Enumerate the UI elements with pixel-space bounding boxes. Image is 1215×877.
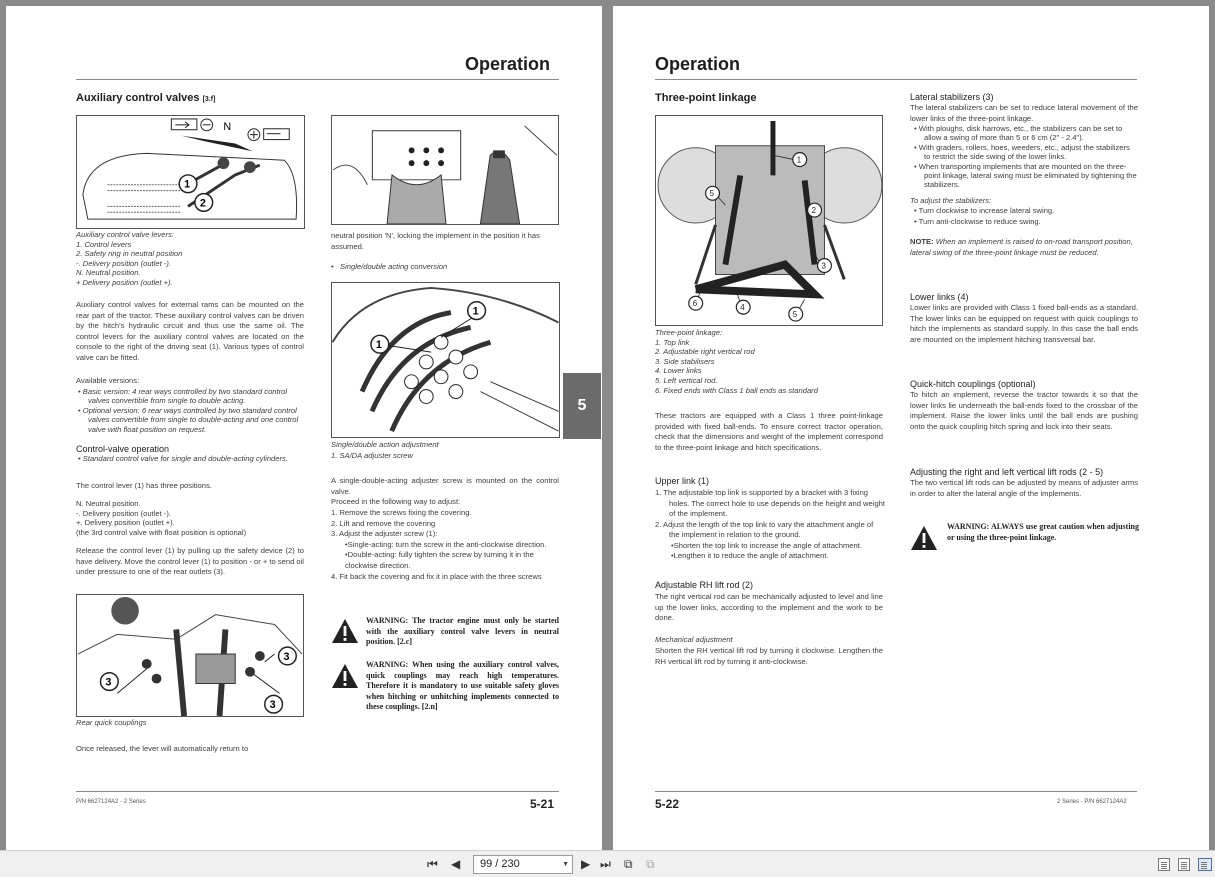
- note-label: NOTE:: [910, 237, 934, 246]
- subsection-title: Control-valve operation: [76, 444, 170, 454]
- footer-rule: [76, 791, 559, 792]
- fig-caption-item: 5. Left vertical rod.: [655, 375, 718, 385]
- available-title: Available versions:: [76, 376, 140, 385]
- prev-page-icon[interactable]: ◀: [451, 857, 461, 871]
- section-title: [76, 92, 215, 104]
- fig3-label-1: 1: [375, 339, 382, 352]
- fig1-caption-item: 2. Safety ring in neutral position: [76, 249, 183, 258]
- page-left: [6, 6, 602, 850]
- step-item: •Single-acting: turn the screw in the anti-clockwise direction.: [345, 539, 547, 549]
- position-item: -. Delivery position (outlet -).: [76, 508, 171, 518]
- subsection-title: Lateral stabilizers (3): [910, 92, 994, 102]
- fig1-label-1: 1: [184, 178, 191, 191]
- header-rule: [655, 79, 1137, 80]
- list-item: • Turn anti-clockwise to reduce swing.: [914, 216, 1041, 226]
- list-item: •Lengthen it to reduce the angle of attachment.: [671, 551, 829, 560]
- single-page-icon[interactable]: [1158, 858, 1170, 871]
- paragraph: Lower links are provided with Class 1 fixed ball-ends as a standard. The lower links can be equipped on request with quick couplings to hitch the implements as standard supply. In this case the ball ends are mounted on the implement hitching transversal bar.: [910, 303, 1138, 344]
- section-ref: [3.f]: [202, 96, 216, 103]
- list-item: 2. Adjust the length of the top link to vary the attachment angle of the implement in relation to the ground.: [655, 519, 874, 539]
- warning-text: WARNING: When using the auxiliary control valves, quick couplings may reach high temperatures. Therefore it is mandatory to use suitable safety gloves when hitching or unhitching implements connected to these couplings. [2.n]: [366, 660, 559, 712]
- position-item: (the 3rd control valve with float position is optional): [76, 527, 247, 537]
- list-item: 1. The adjustable top link is supported by a bracket with 3 fixing holes. The correct hole to use depends on the height and weight of the implement.: [655, 488, 886, 518]
- list-item: •Shorten the top link to increase the angle of attachment.: [671, 540, 862, 550]
- list-item: • Basic version: 4 rear ways controlled by two standard control valves convertible from single to double acting.: [78, 387, 288, 406]
- footer-pn: 2 Series - P/N 6627124A2: [1057, 799, 1127, 805]
- page-number-input[interactable]: [473, 855, 573, 874]
- fig-label-2: 2: [811, 206, 816, 216]
- warning-text: WARNING: The tractor engine must only be started with the auxiliary control valve levers in neutral position. [2.c]: [366, 616, 559, 647]
- section-title: Three-point linkage: [655, 92, 757, 104]
- continuous-icon[interactable]: [1178, 858, 1190, 871]
- list-item: • Standard control valve for single and double-acting cylinders.: [78, 454, 288, 463]
- fig-caption-item: 3. Side stabilisers: [655, 356, 715, 366]
- page-right: [613, 6, 1209, 850]
- note-text: When an implement is raised to on-road transport position, lateral swing of the three-point linkage must be reduced.: [910, 237, 1133, 257]
- viewer-toolbar: [0, 850, 1215, 877]
- fig-caption-item: 6. Fixed ends with Class 1 ball ends as standard: [655, 385, 818, 395]
- subsection-title: Upper link (1): [655, 476, 710, 486]
- fig3-caption-title: Single/double action adjustment: [331, 440, 439, 449]
- step-item: •Double-acting: fully tighten the screw by turning it in the clockwise direction.: [345, 550, 534, 570]
- fig3-label-1: 1: [472, 305, 479, 318]
- list-item: • When transporting implements that are mounted on the three-point linkage, lateral swing must be eliminated by tightening the stabilizers.: [914, 161, 1137, 190]
- fit-page-icon[interactable]: ⧉: [624, 857, 633, 871]
- page-number: 5-22: [655, 797, 680, 811]
- position-item: N. Neutral position.: [76, 499, 141, 508]
- footer-rule: [655, 791, 1137, 792]
- position-item: +. Delivery position (outlet +).: [76, 518, 175, 527]
- subsection-title: Adjusting the right and left vertical lift rods (2 - 5): [910, 467, 1104, 477]
- fig-caption-item: 1. Top link: [655, 337, 690, 347]
- next-page-icon[interactable]: ▶: [581, 857, 591, 871]
- step-item: 4. Fit back the covering and fix it in place with the three screws: [331, 571, 542, 581]
- fig1-caption-item: -. Delivery position (outlet -).: [76, 258, 171, 268]
- figure-console: [331, 115, 559, 225]
- paragraph: Once released, the lever will automatically return to: [76, 744, 249, 753]
- fig-label-5: 5: [792, 310, 798, 320]
- footer-pn: P/N 6627124A2 - 2 Series: [76, 799, 146, 805]
- adjust-list: [910, 206, 1138, 227]
- fig-caption-title: Three-point linkage:: [655, 328, 723, 337]
- list-item: • Single/double acting conversion: [331, 262, 448, 271]
- list-item: • Optional version: 6 rear ways controlled by two standard control valves convertible from single to double-acting and one control valve with float position on request.: [78, 405, 299, 434]
- paragraph: Release the control lever (1) by pulling up the safety device (2) to have delivery. Move the control lever (1) to position - or + to send oil under pressure to one of the rear outlets (3).: [76, 546, 304, 577]
- paragraph: The right vertical rod can be mechanically adjusted to level and line up the lower links, according to the implement and the work to be done.: [655, 592, 883, 623]
- step-item: 1. Remove the screws fixing the covering.: [331, 508, 472, 517]
- note: [910, 237, 1138, 258]
- step-item: 3. Adjust the adjuster screw (1):: [331, 529, 438, 539]
- fig-label-1: 1: [796, 155, 802, 165]
- paragraph: A single-double-acting adjuster screw is mounted on the control valve.: [331, 476, 559, 496]
- page-header: Operation: [655, 54, 741, 74]
- figure-three-point-linkage: [655, 115, 883, 326]
- list-item: • Turn clockwise to increase lateral swing.: [914, 206, 1055, 215]
- fig-label-5: 5: [709, 189, 714, 199]
- fig-label-3: 3: [821, 261, 826, 271]
- fig-caption-item: 4. Lower links: [655, 366, 702, 376]
- fig1-caption-item: 1. Control levers: [76, 239, 132, 249]
- available-list: [76, 387, 304, 434]
- upper-list: [655, 488, 885, 562]
- fig-caption: [655, 328, 887, 395]
- step-item: 2. Lift and remove the covering: [331, 518, 436, 528]
- figure-control-levers: [76, 115, 305, 229]
- fig-label-6: 6: [692, 299, 698, 309]
- fig1-caption-item: N. Neutral position.: [76, 268, 141, 277]
- fig1-caption-item: + Delivery position (outlet +).: [76, 277, 173, 287]
- subsection-title: Adjustable RH lift rod (2): [655, 580, 754, 590]
- fit-width-icon[interactable]: ⧉: [646, 857, 655, 871]
- lat-list: [910, 124, 1138, 190]
- figure-rear-couplings: [76, 594, 304, 717]
- paragraph: The two vertical lift rods can be adjusted by means of adjuster arms in order to alter the lateral angle of the implements.: [910, 478, 1138, 498]
- paragraph: To hitch an implement, reverse the tractor towards it so that the lower links lie underneath the ball-ends fixed to the crossbar of the implement. Raise the lower links until the ball ends are pushing onto the quick coupling hitch spring and lock into their seats.: [910, 390, 1138, 431]
- steps-list: [331, 508, 561, 582]
- chapter-tab: 5: [563, 373, 601, 439]
- fig-label-4: 4: [740, 303, 745, 313]
- warning-icon: [331, 663, 359, 689]
- page-indicator: 99 / 230: [480, 858, 520, 870]
- fig2-caption: Rear quick couplings: [76, 718, 147, 727]
- page-header: Operation: [465, 54, 551, 74]
- list-item: • With graders, rollers, hoes, weeders, etc., adjust the stabilizers to restrict the side swing of the lower links.: [914, 142, 1130, 162]
- fig3-caption: [331, 440, 561, 461]
- subsection-title: Mechanical adjustment: [655, 635, 733, 644]
- paragraph: Proceed in the following way to adjust:: [331, 497, 461, 506]
- fig3-caption-item: 1. SA/DA adjuster screw: [331, 450, 414, 460]
- warning-icon: [331, 618, 359, 644]
- figure-sa-da-adjust: [331, 282, 560, 438]
- fig1-caption-title: Auxiliary control valve levers:: [76, 230, 174, 239]
- fig-caption-item: 2. Adjustable right vertical rod: [655, 347, 755, 357]
- positions-list: [76, 499, 304, 537]
- subsection-title: To adjust the stabilizers:: [910, 196, 992, 205]
- fig1-caption: [76, 230, 308, 287]
- last-page-icon[interactable]: ⏭: [600, 857, 611, 871]
- fig2-label-3: 3: [269, 699, 276, 712]
- fig2-label-3: 3: [283, 650, 290, 663]
- page-number: 5-21: [530, 797, 555, 811]
- fig2-label-3: 3: [105, 676, 112, 689]
- two-page-icon[interactable]: [1198, 858, 1212, 871]
- warning-icon: [910, 525, 938, 551]
- paragraph: Shorten the RH vertical lift rod by turning it clockwise. Lengthen the RH vertical lift rod by turning it anti-clockwise.: [655, 646, 883, 666]
- fig1-n-label: N: [223, 120, 232, 133]
- paragraph: The lateral stabilizers can be set to reduce lateral movement of the lower links of the three-point linkage.: [910, 103, 1138, 123]
- fig1-label-2: 2: [199, 197, 206, 210]
- list-item: • With ploughs, disk harrows, etc., the stabilizers can be set to allow a swing of more than 5 or 6 cm (2" - 2.4").: [914, 124, 1123, 143]
- subsection-title: Lower links (4): [910, 292, 969, 302]
- paragraph: Auxiliary control valves for external rams can be mounted on the rear part of the tractor. These auxiliary control valves can be driven by the hitch's hydraulic circuit and thus use the same oil. The control levers for the auxiliary control valves are located on the console to the right of the driving seat (1). Various types of control valve can be fitted.: [76, 300, 304, 362]
- paragraph: neutral position 'N', locking the implement in the position it has assumed.: [331, 231, 540, 251]
- paragraph: These tractors are equipped with a Class 1 three point-linkage provided with fixed ball-ends. To ensure correct tractor operation, check that the dimensions and weight of the implement correspond to the three-point linkage and hitch specifications.: [655, 411, 883, 452]
- paragraph: The control lever (1) has three positions.: [76, 481, 212, 490]
- dropdown-arrow-icon[interactable]: ▼: [562, 861, 569, 868]
- warning-text: WARNING: ALWAYS use great caution when adjusting or using the three-point linkage.: [947, 522, 1139, 542]
- subsection-title: Quick-hitch couplings (optional): [910, 379, 1036, 389]
- header-rule: [76, 79, 559, 80]
- section-title-text: Auxiliary control valves: [76, 92, 200, 104]
- first-page-icon[interactable]: ⏮: [427, 857, 438, 871]
